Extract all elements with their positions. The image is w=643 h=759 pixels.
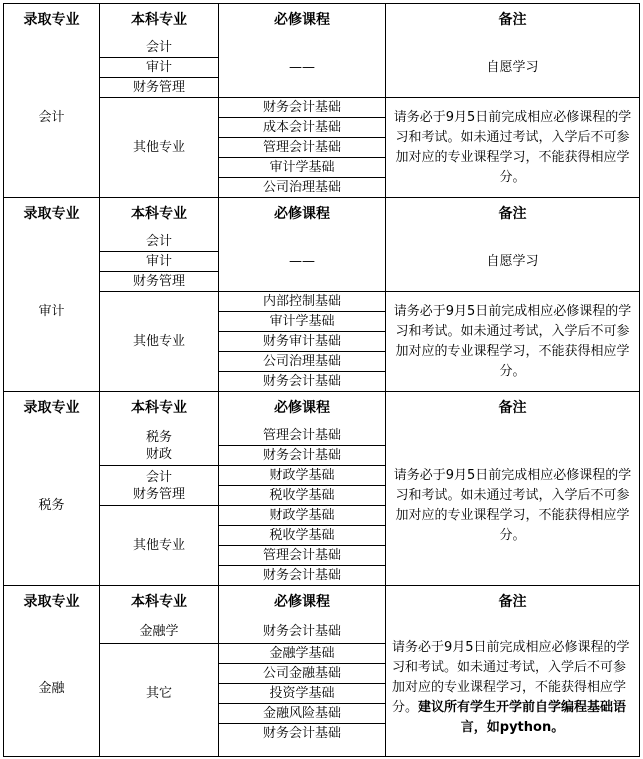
required-course: 公司金融基础 [262,666,341,681]
table-rule [218,157,386,158]
undergrad-major-label: 财务管理 [132,80,185,95]
required-course: 成本会计基础 [262,120,341,135]
table-rule [218,723,386,724]
table-bottom-border [3,756,640,757]
required-course: 金融学基础 [269,646,335,661]
requirement-note [386,292,639,391]
header-major: 录取专业 [23,206,80,222]
required-course: 内部控制基础 [262,294,341,309]
required-course: 财务会计基础 [262,624,341,639]
table-rule [99,197,100,392]
table-rule [218,445,386,446]
undergrad-major-label: 财政 [145,446,172,462]
header-undergrad: 本科专业 [131,594,187,610]
undergrad-major-group [100,620,218,643]
table-rule [218,585,219,757]
major-label: 审计 [38,304,65,319]
undergrad-major-label: 审计 [145,60,172,75]
table-rule [218,331,386,332]
table-rule [218,525,386,526]
no-course-dash: —— [289,254,315,269]
required-course: 管理会计基础 [262,428,341,443]
note-text: 请务必于9月5日前完成相应必修课程的学习和考试。如未通过考试，入学后不可参加对应的专业课程学习，不能获得相应学分。 [393,467,632,543]
undergrad-major-label: 会计 [145,40,172,55]
table-rule [218,485,386,486]
table-rule [99,3,100,198]
table-rule [99,57,219,58]
required-course: 财务会计基础 [262,726,341,741]
note-text: 请务必于9月5日前完成相应必修课程的学习和考试。如未通过考试，入学后不可参加对应的专业课程学习，不能获得相应学分。 [393,109,632,185]
table-rule [99,271,219,272]
table-rule [385,391,386,586]
table-rule [218,565,386,566]
header-major: 录取专业 [23,594,80,610]
undergrad-major-label: 会计 [145,469,172,485]
note-text: 请务必于9月5日前完成相应必修课程的学习和考试。如未通过考试，入学后不可参加对应的专业课程学习，不能获得相应学分。 [393,303,632,379]
required-course: 公司治理基础 [262,354,341,369]
required-course: 财务会计基础 [262,100,341,115]
note-bold-text: 建议所有学生开学前自学编程基础语言，如python。 [418,700,627,735]
required-course: 审计学基础 [269,160,335,175]
undergrad-major-group [100,506,218,585]
undergrad-major-group [100,426,218,465]
header-courses: 必修课程 [274,400,330,416]
required-course: 税收学基础 [269,488,335,503]
table-rule [218,311,386,312]
table-rule [99,391,100,586]
table-rule [99,505,386,506]
undergrad-major-label: 金融学 [139,624,179,639]
table-rule [218,663,386,664]
undergrad-major-group [100,466,218,505]
table-rule [385,3,386,198]
header-major: 录取专业 [23,400,80,416]
table-rule [99,251,219,252]
required-course: 财务会计基础 [262,374,341,389]
required-course: 财务会计基础 [262,448,341,463]
required-course: 金融风险基础 [262,706,341,721]
required-course: 财政学基础 [269,468,335,483]
undergrad-major-label: 财务管理 [132,274,185,289]
required-course: 管理会计基础 [262,548,341,563]
header-courses: 必修课程 [274,12,330,28]
undergrad-major-label: 会计 [145,234,172,249]
header-notes: 备注 [498,400,527,416]
header-courses: 必修课程 [274,206,330,222]
header-courses: 必修课程 [274,594,330,610]
header-undergrad: 本科专业 [131,400,187,416]
table-rule [385,585,386,757]
required-course: 财务审计基础 [262,334,341,349]
note-text: 请务必于9月5日前完成相应必修课程的学习和考试。如未通过考试，入学后不可参加对应的专业课程学习，不能获得相应学分。 [392,640,630,715]
table-rule [218,197,219,392]
table-rule [218,391,219,586]
header-notes: 备注 [498,206,527,222]
table-rule [99,465,386,466]
header-notes: 备注 [498,594,527,610]
required-course: 管理会计基础 [262,140,341,155]
required-course: 投资学基础 [269,686,335,701]
undergrad-major-label: 其他专业 [132,140,185,155]
table-rule [385,197,386,392]
table-rule [218,3,219,198]
table-rule [218,683,386,684]
required-course: 公司治理基础 [262,180,341,195]
table-rule [218,371,386,372]
requirement-note [386,426,639,585]
header-undergrad: 本科专业 [131,206,187,222]
table-rule [218,351,386,352]
voluntary-note: 自愿学习 [486,254,539,269]
requirement-note [386,620,639,756]
requirement-note [386,98,639,197]
table-rule [99,77,219,78]
table-right-border [639,3,640,757]
required-course: 财务会计基础 [262,568,341,583]
table-rule [218,545,386,546]
table-rule [218,117,386,118]
undergrad-major-label: 其他专业 [132,334,185,349]
header-undergrad: 本科专业 [131,12,187,28]
table-rule [218,177,386,178]
required-course: 财政学基础 [269,508,335,523]
undergrad-major-label: 其它 [145,686,172,701]
undergrad-major-label: 税务 [145,429,172,445]
required-course: 审计学基础 [269,314,335,329]
major-label: 金融 [38,680,65,696]
undergrad-major-label: 其他专业 [132,538,185,553]
header-notes: 备注 [498,12,527,28]
no-course-dash: —— [289,60,315,75]
header-major: 录取专业 [23,12,80,28]
undergrad-major-label: 审计 [145,254,172,269]
voluntary-note: 自愿学习 [486,60,539,75]
major-label: 税务 [38,498,65,513]
table-rule [218,703,386,704]
major-label: 会计 [38,110,65,125]
table-rule [218,137,386,138]
required-course: 税收学基础 [269,528,335,543]
undergrad-major-label: 财务管理 [132,486,185,502]
undergrad-major-group [100,644,218,743]
table-rule [99,585,100,757]
